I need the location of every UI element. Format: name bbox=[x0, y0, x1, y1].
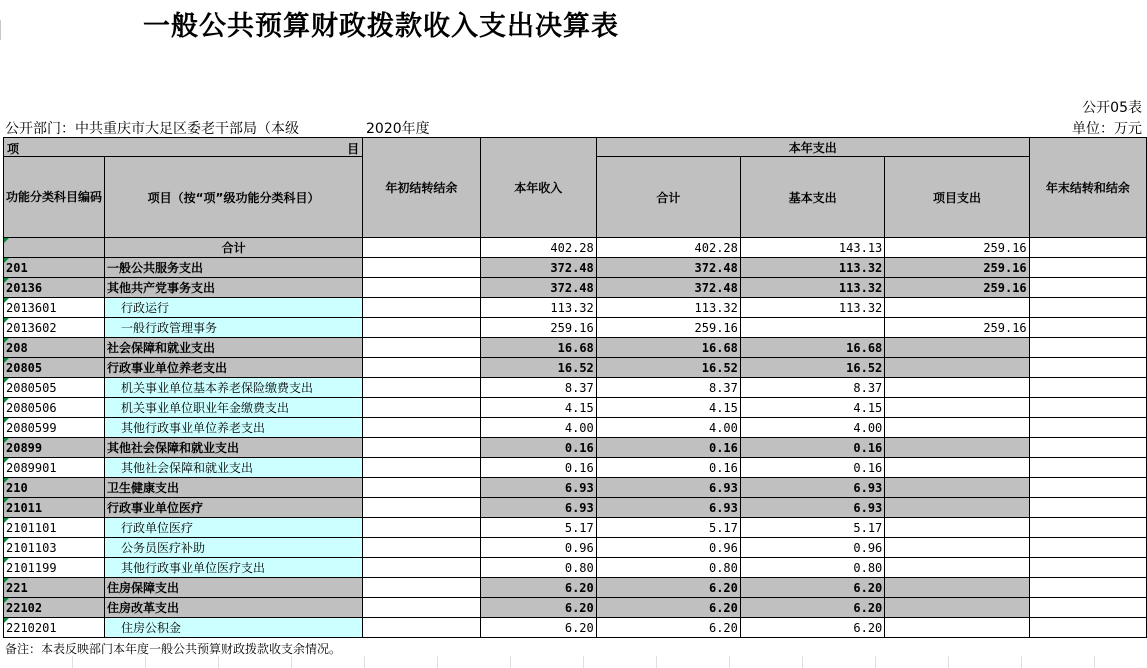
row-income[interactable]: 6.20 bbox=[480, 578, 596, 598]
row-project[interactable] bbox=[885, 338, 1029, 358]
table-row bbox=[4, 418, 1147, 438]
row-code[interactable]: 2101103 bbox=[4, 538, 105, 558]
row-code[interactable] bbox=[4, 238, 105, 258]
row-closing-balance[interactable] bbox=[1029, 478, 1146, 498]
row-opening-balance[interactable] bbox=[363, 278, 481, 298]
row-income[interactable]: 16.52 bbox=[480, 358, 596, 378]
row-code[interactable]: 2013602 bbox=[4, 318, 105, 338]
row-total[interactable]: 113.32 bbox=[596, 298, 740, 318]
row-code[interactable]: 20136 bbox=[4, 278, 105, 298]
row-total[interactable]: 5.17 bbox=[596, 518, 740, 538]
row-total[interactable]: 8.37 bbox=[596, 378, 740, 398]
row-total[interactable]: 16.52 bbox=[596, 358, 740, 378]
row-code[interactable]: 201 bbox=[4, 258, 105, 278]
row-income[interactable]: 113.32 bbox=[480, 298, 596, 318]
row-opening-balance[interactable] bbox=[363, 458, 481, 478]
row-opening-balance[interactable] bbox=[363, 598, 481, 618]
row-code[interactable]: 2101199 bbox=[4, 558, 105, 578]
row-total[interactable]: 0.80 bbox=[596, 558, 740, 578]
year-label: 2020年度 bbox=[366, 121, 430, 137]
row-project[interactable]: 259.16 bbox=[885, 238, 1029, 258]
header-item-left: 项 bbox=[7, 142, 20, 156]
row-code[interactable]: 2080506 bbox=[4, 398, 105, 418]
row-project[interactable] bbox=[885, 558, 1029, 578]
table-row bbox=[4, 298, 1147, 318]
row-name[interactable]: 其他行政事业单位医疗支出 bbox=[105, 558, 363, 578]
row-project[interactable] bbox=[885, 518, 1029, 538]
row-name[interactable]: 行政事业单位养老支出 bbox=[105, 358, 363, 378]
header-item-right: 目 bbox=[347, 142, 360, 156]
row-name[interactable]: 行政单位医疗 bbox=[105, 518, 363, 538]
row-name[interactable]: 其他共产党事务支出 bbox=[105, 278, 363, 298]
table-row bbox=[4, 338, 1147, 358]
row-closing-balance[interactable] bbox=[1029, 618, 1146, 638]
table-row bbox=[4, 458, 1147, 478]
header-closing-balance: 年末结转和结余 bbox=[1029, 138, 1146, 238]
row-basic[interactable]: 113.32 bbox=[740, 298, 884, 318]
row-basic[interactable]: 4.00 bbox=[740, 418, 884, 438]
table-row bbox=[4, 278, 1147, 298]
row-closing-balance[interactable] bbox=[1029, 258, 1146, 278]
row-income[interactable]: 8.37 bbox=[480, 378, 596, 398]
row-project[interactable] bbox=[885, 578, 1029, 598]
row-closing-balance[interactable] bbox=[1029, 298, 1146, 318]
table-row bbox=[4, 518, 1147, 538]
row-opening-balance[interactable] bbox=[363, 298, 481, 318]
row-closing-balance[interactable] bbox=[1029, 378, 1146, 398]
row-opening-balance[interactable] bbox=[363, 418, 481, 438]
row-closing-balance[interactable] bbox=[1029, 238, 1146, 258]
row-basic[interactable]: 5.17 bbox=[740, 518, 884, 538]
row-project[interactable] bbox=[885, 398, 1029, 418]
row-code[interactable]: 20805 bbox=[4, 358, 105, 378]
row-name[interactable]: 公务员医疗补助 bbox=[105, 538, 363, 558]
row-basic[interactable]: 8.37 bbox=[740, 378, 884, 398]
row-basic[interactable]: 6.20 bbox=[740, 598, 884, 618]
row-name[interactable]: 一般公共服务支出 bbox=[105, 258, 363, 278]
row-code[interactable]: 2101101 bbox=[4, 518, 105, 538]
row-project[interactable]: 259.16 bbox=[885, 318, 1029, 338]
row-code[interactable]: 21011 bbox=[4, 498, 105, 518]
row-closing-balance[interactable] bbox=[1029, 518, 1146, 538]
row-basic[interactable]: 6.93 bbox=[740, 498, 884, 518]
row-project[interactable] bbox=[885, 358, 1029, 378]
row-name[interactable]: 合计 bbox=[105, 238, 363, 258]
row-opening-balance[interactable] bbox=[363, 258, 481, 278]
row-total[interactable]: 372.48 bbox=[596, 258, 740, 278]
row-project[interactable] bbox=[885, 618, 1029, 638]
row-code[interactable]: 210 bbox=[4, 478, 105, 498]
row-code[interactable]: 22102 bbox=[4, 598, 105, 618]
row-name[interactable]: 住房保障支出 bbox=[105, 578, 363, 598]
row-income[interactable]: 5.17 bbox=[480, 518, 596, 538]
row-total[interactable]: 4.00 bbox=[596, 418, 740, 438]
row-code[interactable]: 2080505 bbox=[4, 378, 105, 398]
sheet-gridlines bbox=[0, 656, 1147, 668]
row-name[interactable]: 其他社会保障和就业支出 bbox=[105, 458, 363, 478]
table-row bbox=[4, 238, 1147, 258]
table-row bbox=[4, 618, 1147, 638]
row-opening-balance[interactable] bbox=[363, 558, 481, 578]
row-opening-balance[interactable] bbox=[363, 398, 481, 418]
row-income[interactable]: 4.15 bbox=[480, 398, 596, 418]
row-basic[interactable]: 0.16 bbox=[740, 458, 884, 478]
row-closing-balance[interactable] bbox=[1029, 398, 1146, 418]
row-total[interactable]: 0.16 bbox=[596, 458, 740, 478]
row-name[interactable]: 住房改革支出 bbox=[105, 598, 363, 618]
row-name[interactable]: 一般行政管理事务 bbox=[105, 318, 363, 338]
row-closing-balance[interactable] bbox=[1029, 438, 1146, 458]
row-name[interactable]: 其他行政事业单位养老支出 bbox=[105, 418, 363, 438]
row-basic[interactable]: 113.32 bbox=[740, 278, 884, 298]
row-project[interactable] bbox=[885, 478, 1029, 498]
row-income[interactable]: 259.16 bbox=[480, 318, 596, 338]
row-income[interactable]: 0.16 bbox=[480, 438, 596, 458]
row-total[interactable]: 372.48 bbox=[596, 278, 740, 298]
row-income[interactable]: 0.80 bbox=[480, 558, 596, 578]
table-row bbox=[4, 598, 1147, 618]
row-basic[interactable]: 4.15 bbox=[740, 398, 884, 418]
row-basic[interactable]: 6.20 bbox=[740, 578, 884, 598]
table-row bbox=[4, 398, 1147, 418]
row-code[interactable]: 2080599 bbox=[4, 418, 105, 438]
row-total[interactable]: 6.93 bbox=[596, 478, 740, 498]
row-opening-balance[interactable] bbox=[363, 318, 481, 338]
row-income[interactable]: 372.48 bbox=[480, 278, 596, 298]
row-closing-balance[interactable] bbox=[1029, 278, 1146, 298]
row-name[interactable]: 住房公积金 bbox=[105, 618, 363, 638]
row-opening-balance[interactable] bbox=[363, 238, 481, 258]
table-row bbox=[4, 558, 1147, 578]
header-income: 本年收入 bbox=[480, 138, 596, 238]
table-row bbox=[4, 318, 1147, 338]
budget-table bbox=[3, 137, 1147, 638]
row-basic[interactable]: 113.32 bbox=[740, 258, 884, 278]
row-project[interactable] bbox=[885, 438, 1029, 458]
row-project[interactable]: 259.16 bbox=[885, 258, 1029, 278]
table-row bbox=[4, 358, 1147, 378]
sheet-edge bbox=[0, 20, 1, 40]
row-closing-balance[interactable] bbox=[1029, 318, 1146, 338]
row-total[interactable]: 259.16 bbox=[596, 318, 740, 338]
row-total[interactable]: 4.15 bbox=[596, 398, 740, 418]
header-item-name: 项目（按“项”级功能分类科目） bbox=[105, 157, 363, 238]
row-opening-balance[interactable] bbox=[363, 578, 481, 598]
row-opening-balance[interactable] bbox=[363, 498, 481, 518]
row-project[interactable] bbox=[885, 418, 1029, 438]
row-project[interactable] bbox=[885, 538, 1029, 558]
row-total[interactable]: 6.93 bbox=[596, 498, 740, 518]
table-row bbox=[4, 258, 1147, 278]
department-label: 公开部门：中共重庆市大足区委老干部局（本级 bbox=[5, 121, 299, 137]
row-income[interactable]: 6.20 bbox=[480, 618, 596, 638]
row-opening-balance[interactable] bbox=[363, 338, 481, 358]
row-income[interactable]: 402.28 bbox=[480, 238, 596, 258]
row-name[interactable]: 其他社会保障和就业支出 bbox=[105, 438, 363, 458]
row-total[interactable]: 6.20 bbox=[596, 598, 740, 618]
header-expenditure: 本年支出 bbox=[596, 138, 1029, 157]
row-code[interactable]: 2089901 bbox=[4, 458, 105, 478]
row-basic[interactable]: 0.80 bbox=[740, 558, 884, 578]
row-basic[interactable]: 143.13 bbox=[740, 238, 884, 258]
row-basic[interactable]: 6.20 bbox=[740, 618, 884, 638]
row-income[interactable]: 6.20 bbox=[480, 598, 596, 618]
row-opening-balance[interactable] bbox=[363, 538, 481, 558]
page-title: 一般公共预算财政拨款收入支出决算表 bbox=[143, 11, 619, 42]
row-closing-balance[interactable] bbox=[1029, 358, 1146, 378]
table-row bbox=[4, 578, 1147, 598]
row-name[interactable]: 机关事业单位职业年金缴费支出 bbox=[105, 398, 363, 418]
table-row bbox=[4, 498, 1147, 518]
row-code[interactable]: 208 bbox=[4, 338, 105, 358]
table-body bbox=[4, 238, 1147, 638]
row-income[interactable]: 6.93 bbox=[480, 478, 596, 498]
row-project[interactable] bbox=[885, 458, 1029, 478]
row-opening-balance[interactable] bbox=[363, 478, 481, 498]
row-income[interactable]: 6.93 bbox=[480, 498, 596, 518]
row-basic[interactable] bbox=[740, 318, 884, 338]
table-row bbox=[4, 538, 1147, 558]
row-opening-balance[interactable] bbox=[363, 618, 481, 638]
header-project: 项目支出 bbox=[885, 157, 1029, 238]
row-opening-balance[interactable] bbox=[363, 518, 481, 538]
row-project[interactable] bbox=[885, 598, 1029, 618]
row-income[interactable]: 0.96 bbox=[480, 538, 596, 558]
row-name[interactable]: 行政运行 bbox=[105, 298, 363, 318]
table-row bbox=[4, 478, 1147, 498]
header-func-code: 功能分类科目编码 bbox=[4, 157, 105, 238]
row-name[interactable]: 机关事业单位基本养老保险缴费支出 bbox=[105, 378, 363, 398]
row-total[interactable]: 0.96 bbox=[596, 538, 740, 558]
row-total[interactable]: 6.20 bbox=[596, 618, 740, 638]
row-closing-balance[interactable] bbox=[1029, 598, 1146, 618]
header-total: 合计 bbox=[596, 157, 740, 238]
row-code[interactable]: 221 bbox=[4, 578, 105, 598]
header-opening-balance: 年初结转结余 bbox=[363, 138, 481, 238]
row-project[interactable] bbox=[885, 378, 1029, 398]
row-closing-balance[interactable] bbox=[1029, 458, 1146, 478]
row-total[interactable]: 6.20 bbox=[596, 578, 740, 598]
doc-code: 公开05表 bbox=[1082, 100, 1142, 116]
row-name[interactable]: 行政事业单位医疗 bbox=[105, 498, 363, 518]
header-basic: 基本支出 bbox=[740, 157, 884, 238]
row-project[interactable]: 259.16 bbox=[885, 278, 1029, 298]
row-closing-balance[interactable] bbox=[1029, 578, 1146, 598]
row-code[interactable]: 2013601 bbox=[4, 298, 105, 318]
row-closing-balance[interactable] bbox=[1029, 338, 1146, 358]
unit-label: 单位：万元 bbox=[1072, 121, 1142, 137]
row-income[interactable]: 372.48 bbox=[480, 258, 596, 278]
row-total[interactable]: 402.28 bbox=[596, 238, 740, 258]
row-basic[interactable]: 16.68 bbox=[740, 338, 884, 358]
row-opening-balance[interactable] bbox=[363, 358, 481, 378]
row-income[interactable]: 0.16 bbox=[480, 458, 596, 478]
row-name[interactable]: 卫生健康支出 bbox=[105, 478, 363, 498]
row-opening-balance[interactable] bbox=[363, 378, 481, 398]
row-closing-balance[interactable] bbox=[1029, 498, 1146, 518]
row-total[interactable]: 0.16 bbox=[596, 438, 740, 458]
row-basic[interactable]: 16.52 bbox=[740, 358, 884, 378]
row-opening-balance[interactable] bbox=[363, 438, 481, 458]
row-basic[interactable]: 0.96 bbox=[740, 538, 884, 558]
row-basic[interactable]: 0.16 bbox=[740, 438, 884, 458]
row-income[interactable]: 4.00 bbox=[480, 418, 596, 438]
row-closing-balance[interactable] bbox=[1029, 538, 1146, 558]
row-closing-balance[interactable] bbox=[1029, 558, 1146, 578]
row-income[interactable]: 16.68 bbox=[480, 338, 596, 358]
row-project[interactable] bbox=[885, 498, 1029, 518]
header-item bbox=[4, 138, 363, 157]
footnote: 备注：本表反映部门本年度一般公共预算财政拨款收支余情况。 bbox=[5, 642, 342, 656]
row-total[interactable]: 16.68 bbox=[596, 338, 740, 358]
table-row bbox=[4, 378, 1147, 398]
row-code[interactable]: 2210201 bbox=[4, 618, 105, 638]
row-project[interactable] bbox=[885, 298, 1029, 318]
row-basic[interactable]: 6.93 bbox=[740, 478, 884, 498]
row-name[interactable]: 社会保障和就业支出 bbox=[105, 338, 363, 358]
row-code[interactable]: 20899 bbox=[4, 438, 105, 458]
table-row bbox=[4, 438, 1147, 458]
row-closing-balance[interactable] bbox=[1029, 418, 1146, 438]
